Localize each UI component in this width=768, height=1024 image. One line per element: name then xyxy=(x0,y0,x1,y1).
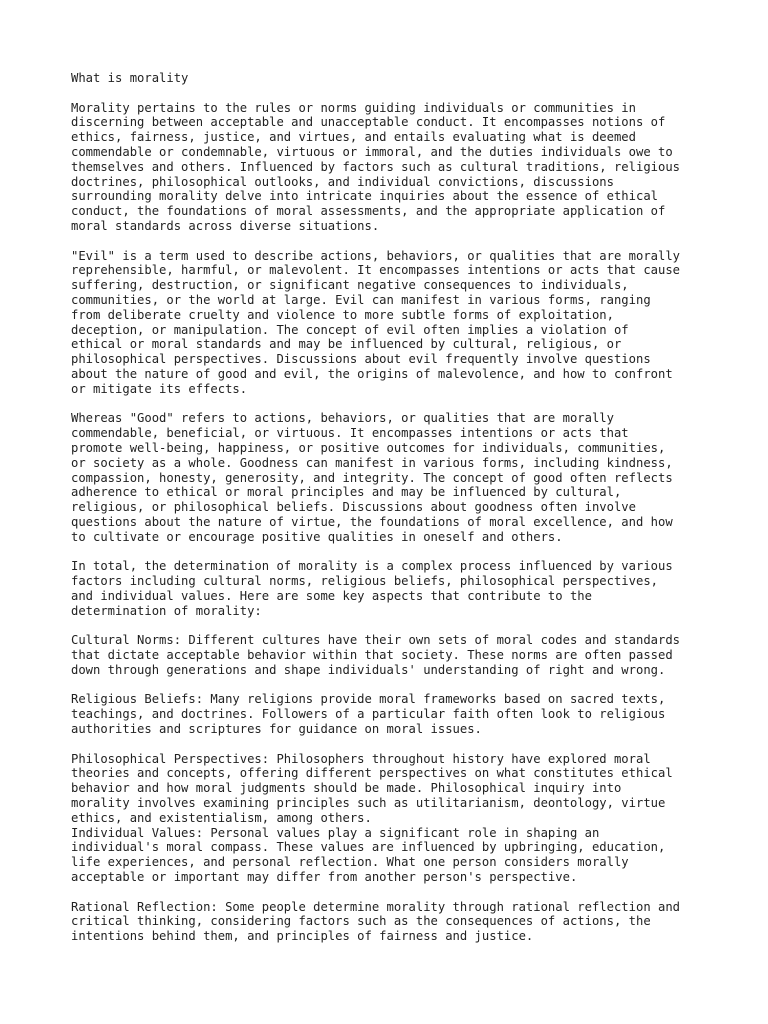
document-title: What is morality xyxy=(71,71,189,85)
paragraph-evil: "Evil" is a term used to describe actions, behaviors, or qualities that are morally reprehensible, harmful, or malevolent. It encompasses intentions or acts that cause suffering, destruction, or significant negative consequences to individuals, communities, or the world at large. Evil can manifest in various forms, ranging from deliberate cruelty and violence to more subtle forms of exploitation, deception, or manipulation. The concept of evil often implies a violation of ethical or moral standards and may be influenced by cultural, religious, or philosophical perspectives. Discussions about evil frequently involve questions about the nature of good and evil, the origins of malevolence, and how to confront or mitigate its effects. xyxy=(71,248,681,396)
document-page xyxy=(71,71,711,959)
paragraph-determination: In total, the determination of morality is a complex process influenced by various factors including cultural norms, religious beliefs, philosophical perspectives, and individual values. Here are some key aspects that contribute to the determination of morality: xyxy=(71,559,673,618)
paragraph-cultural-norms: Cultural Norms: Different cultures have their own sets of moral codes and standards that dictate acceptable behavior within that society. These norms are often passed down through generations and shape individuals' understanding of right and wrong. xyxy=(71,633,681,677)
paragraph-good: Whereas "Good" refers to actions, behaviors, or qualities that are morally commendable, beneficial, or virtuous. It encompasses intentions or acts that promote well-being, happiness, or positive outcomes for individuals, communities, or society as a whole. Goodness can manifest in various forms, including kindness, compassion, honesty, generosity, and integrity. The concept of good often reflects adherence to ethical or moral principles and may be influenced by cultural, religious, or philosophical beliefs. Discussions about goodness often involve questions about the nature of virtue, the foundations of moral excellence, and how to cultivate or encourage positive qualities in oneself and others. xyxy=(71,411,673,544)
paragraph-rational-reflection: Rational Reflection: Some people determine morality through rational reflection and critical thinking, considering factors such as the consequences of actions, the intentions behind them, and principles of fairness and justice. xyxy=(71,899,681,944)
paragraph-individual-values: Individual Values: Personal values play a significant role in shaping an individual's moral compass. These values are influenced by upbringing, education, life experiences, and personal reflection. What one person considers morally acceptable or important may differ from another person's perspective. xyxy=(71,825,666,885)
paragraph-religious-beliefs: Religious Beliefs: Many religions provide moral frameworks based on sacred texts, teachings, and doctrines. Followers of a particular faith often look to religious authorities and scriptures for guidance on moral issues. xyxy=(71,692,666,737)
paragraph-morality-definition: Morality pertains to the rules or norms guiding individuals or communities in discerning between acceptable and unacceptable conduct. It encompasses notions of ethics, fairness, justice, and virtues, and entails evaluating what is deemed commendable or condemnable, virtuous or immoral, and the duties individuals owe to themselves and others. Influenced by factors such as cultural traditions, religious doctrines, philosophical outlooks, and individual convictions, discussions surrounding morality delve into intricate inquiries about the essence of ethical conduct, the foundations of moral assessments, and the appropriate application of moral standards across diverse situations. xyxy=(71,100,681,233)
paragraph-philosophical-perspectives: Philosophical Perspectives: Philosophers throughout history have explored moral theories and concepts, offering different perspectives on what constitutes ethical behavior and how moral judgments should be made. Philosophical inquiry into morality involves examining principles such as utilitarianism, deontology, virtue ethics, and existentialism, among others. xyxy=(71,751,673,825)
